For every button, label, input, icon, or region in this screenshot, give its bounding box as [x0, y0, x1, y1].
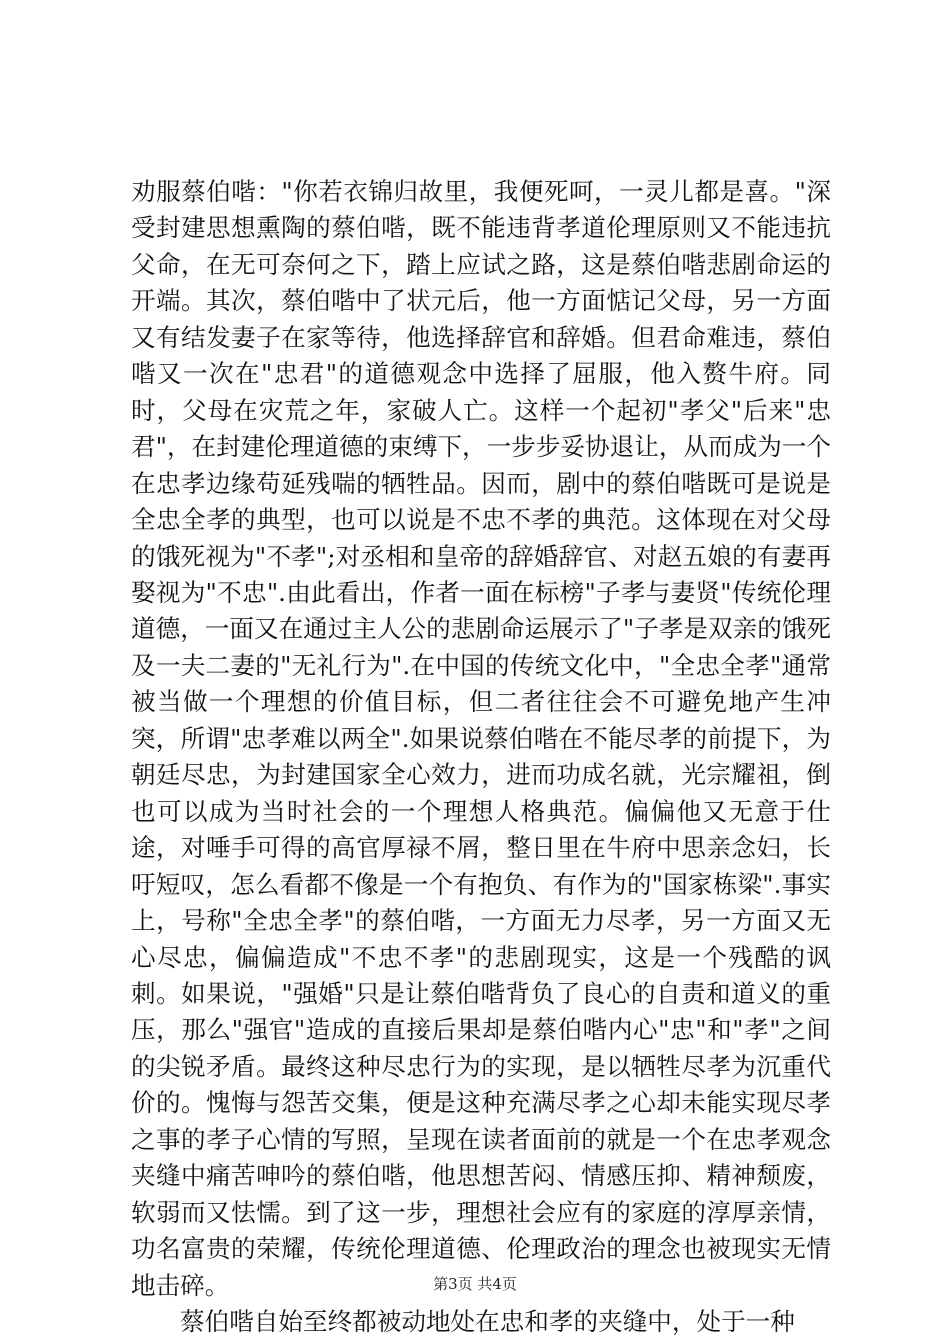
document-body — [131, 174, 831, 1341]
paragraph-1: 劝服蔡伯喈："你若衣锦归故里，我便死呵，一灵儿都是喜。"深受封建思想熏陶的蔡伯喈，既不能违背孝道伦理原则又不能违抗父命，在无可奈何之下，踏上应试之路，这是蔡伯喈悲剧命运的开端。其次，蔡伯喈中了状元后，他一方面惦记父母，另一方面又有结发妻子在家等待，他选择辞官和辞婚。但君命难违，蔡伯喈又一次在"忠君"的道德观念中选择了屈服，他入赘牛府。同时，父母在灾荒之年，家破人亡。这样一个起初"孝父"后来"忠君"，在封建伦理道德的束缚下，一步步妥协退让，从而成为一个在忠孝边缘苟延残喘的牺牲品。因而，剧中的蔡伯喈既可是说是全忠全孝的典型，也可以说是不忠不孝的典范。这体现在对父母的饿死视为"不孝";对丞相和皇帝的辞婚辞官、对赵五娘的有妻再娶视为"不忠".由此看出，作者一面在标榜"子孝与妻贤"传统伦理道德，一面又在通过主人公的悲剧命运展示了"子孝是双亲的饿死及一夫二妻的"无礼行为".在中国的传统文化中，"全忠全孝"通常被当做一个理想的价值目标，但二者往往会不可避免地产生冲突，所谓"忠孝难以两全".如果说蔡伯喈在不能尽孝的前提下，为朝廷尽忠，为封建国家全心效力，进而功成名就，光宗耀祖，倒也可以成为当时社会的一个理想人格典范。偏偏他又无意于仕途，对唾手可得的高官厚禄不屑，整日里在牛府中思亲念妇，长吁短叹，怎么看都不像是一个有抱负、有作为的"国家栋梁".事实上，号称"全忠全孝"的蔡伯喈，一方面无力尽孝，另一方面又无心尽忠，偏偏造成"不忠不孝"的悲剧现实，这是一个残酷的讽刺。如果说，"强婚"只是让蔡伯喈背负了良心的自责和道义的重压，那么"强官"造成的直接后果却是蔡伯喈内心"忠"和"孝"之间的尖锐矛盾。最终这种尽忠行为的实现，是以牺牲尽孝为沉重代价的。愧悔与怨苦交集，便是这种充满尽孝之心却未能实现尽孝之事的孝子心情的写照，呈现在读者面前的就是一个在忠孝观念夹缝中痛苦呻吟的蔡伯喈，他思想苦闷、情感压抑、精神颓废，软弱而又怯懦。到了这一步，理想社会应有的家庭的淳厚亲情，功名富贵的荣耀，传统伦理道德、伦理政治的理念也被现实无情地击碎。 — [131, 177, 832, 1300]
page-footer: 第3页 共4页 — [433, 1275, 517, 1293]
paragraph-2: 蔡伯喈自始至终都被动地处在忠和孝的夹缝中，处于一种 — [180, 1307, 795, 1337]
